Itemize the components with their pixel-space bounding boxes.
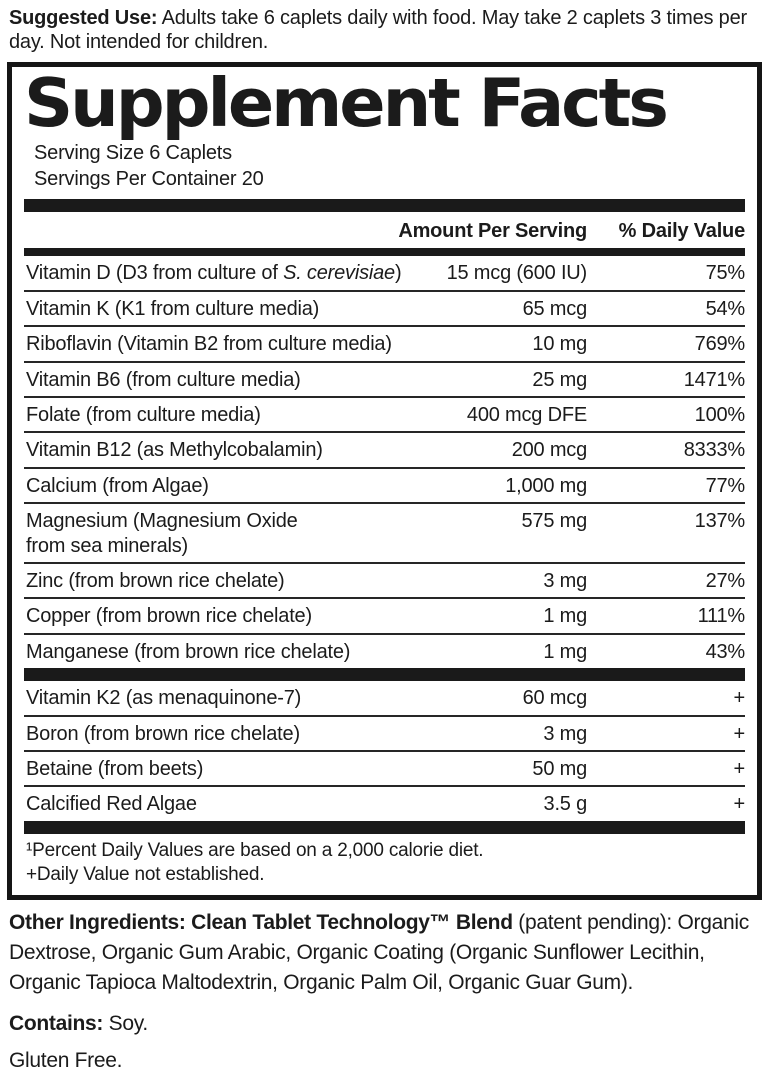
ingredient-amount: 3.5 g [543, 793, 587, 816]
daily-value-column-header: % Daily Value [618, 220, 745, 243]
gluten-free-statement: Gluten Free. [9, 1048, 123, 1072]
ingredient-name: Vitamin B6 (from culture media) [26, 368, 301, 391]
ingredient-name: Vitamin D (D3 from culture of S. cerevisiae) [26, 262, 402, 285]
ingredient-dv: + [733, 793, 745, 816]
ingredient-name: Magnesium (Magnesium Oxide from sea minerals) [26, 510, 298, 557]
section-divider-bar [24, 199, 745, 212]
footnotes [24, 834, 745, 892]
ingredient-name: Betaine (from beets) [26, 757, 204, 780]
ingredient-amount: 3 mg [543, 569, 587, 592]
suggested-use-text: Adults take 6 caplets daily with food. May take 2 caplets 3 times per day. Not intended for children. [9, 7, 747, 54]
ingredient-dv: 1471% [683, 368, 745, 391]
ingredient-name: Vitamin K2 (as menaquinone-7) [26, 687, 302, 710]
ingredient-dv: + [733, 687, 745, 710]
ingredient-amount: 15 mcg (600 IU) [446, 262, 587, 285]
header-divider-bar [24, 248, 745, 256]
ingredient-dv: 27% [705, 569, 745, 592]
table-row [24, 467, 745, 502]
ingredient-amount: 50 mg [532, 757, 587, 780]
other-ingredients-text: (patent pending): Organic Dextrose, Organic Gum Arabic, Organic Coating (Organic Sunflower Lecithin, Organic Tapioca Maltodextrin, Organic Palm Oil, Organic Guar Gum). [9, 911, 749, 994]
ingredient-dv: 43% [705, 640, 745, 663]
ingredient-amount: 200 mcg [511, 439, 587, 462]
ingredient-name: Zinc (from brown rice chelate) [26, 569, 285, 592]
panel-title: Supplement Facts [24, 63, 666, 142]
ingredient-name: Calcium (from Algae) [26, 474, 209, 497]
ingredient-dv: 137% [694, 510, 745, 533]
ingredient-name: Folate (from culture media) [26, 404, 261, 427]
table-row [24, 325, 745, 360]
ingredient-dv: 8333% [683, 439, 745, 462]
section-divider-bar [24, 668, 745, 681]
contains-label: Contains: [9, 1011, 104, 1035]
section-divider-bar [24, 821, 745, 834]
ingredient-dv: 77% [705, 474, 745, 497]
ingredient-amount: 1 mg [543, 605, 587, 628]
ingredient-amount: 3 mg [543, 722, 587, 745]
ingredient-dv: + [733, 722, 745, 745]
ingredient-dv: 54% [705, 297, 745, 320]
table-row [24, 633, 745, 668]
table-row [24, 785, 745, 820]
table-row [24, 361, 745, 396]
table-row [24, 431, 745, 466]
other-ingredients [7, 900, 762, 997]
ingredient-name: Riboflavin (Vitamin B2 from culture media) [26, 333, 392, 356]
ingredient-dv: 100% [694, 404, 745, 427]
table-row [24, 562, 745, 597]
footnote-dv-not-established: +Daily Value not established. [26, 864, 265, 886]
supplement-facts-panel [7, 62, 762, 901]
contains-statement [7, 998, 762, 1036]
ingredient-dv: 111% [697, 605, 745, 628]
footnote-daily-values: ¹Percent Daily Values are based on a 2,000 calorie diet. [26, 839, 484, 861]
ingredient-name: Manganese (from brown rice chelate) [26, 640, 351, 663]
ingredient-name: Boron (from brown rice chelate) [26, 722, 300, 745]
ingredient-amount: 1,000 mg [505, 474, 587, 497]
ingredient-amount: 575 mg [521, 510, 587, 533]
ingredient-amount: 65 mcg [522, 297, 587, 320]
table-row [24, 396, 745, 431]
table-row [24, 256, 745, 289]
column-headers [24, 212, 745, 248]
ingredient-dv: + [733, 757, 745, 780]
ingredient-dv: 75% [705, 262, 745, 285]
other-ingredients-label: Other Ingredients: Clean Tablet Technology™ Blend [9, 911, 513, 935]
ingredient-amount: 60 mcg [522, 687, 587, 710]
contains-text: Soy. [103, 1011, 148, 1035]
ingredient-amount: 25 mg [532, 368, 587, 391]
table-row [24, 597, 745, 632]
ingredient-name: Vitamin K (K1 from culture media) [26, 297, 320, 320]
ingredient-amount: 400 mcg DFE [466, 404, 587, 427]
table-row [24, 681, 745, 714]
table-row [24, 290, 745, 325]
ingredient-name: Copper (from brown rice chelate) [26, 605, 312, 628]
ingredient-dv: 769% [694, 333, 745, 356]
serving-info [24, 140, 745, 192]
servings-per-container: Servings Per Container 20 [34, 168, 264, 191]
suggested-use [7, 4, 762, 62]
ingredient-name: Vitamin B12 (as Methylcobalamin) [26, 439, 323, 462]
suggested-use-label: Suggested Use: [9, 7, 158, 29]
ingredient-amount: 10 mg [532, 333, 587, 356]
ingredient-name: Calcified Red Algae [26, 793, 197, 816]
serving-size: Serving Size 6 Caplets [34, 142, 232, 165]
ingredient-amount: 1 mg [543, 640, 587, 663]
table-row [24, 750, 745, 785]
table-row [24, 502, 745, 562]
amount-column-header: Amount Per Serving [398, 220, 587, 243]
table-row [24, 715, 745, 750]
